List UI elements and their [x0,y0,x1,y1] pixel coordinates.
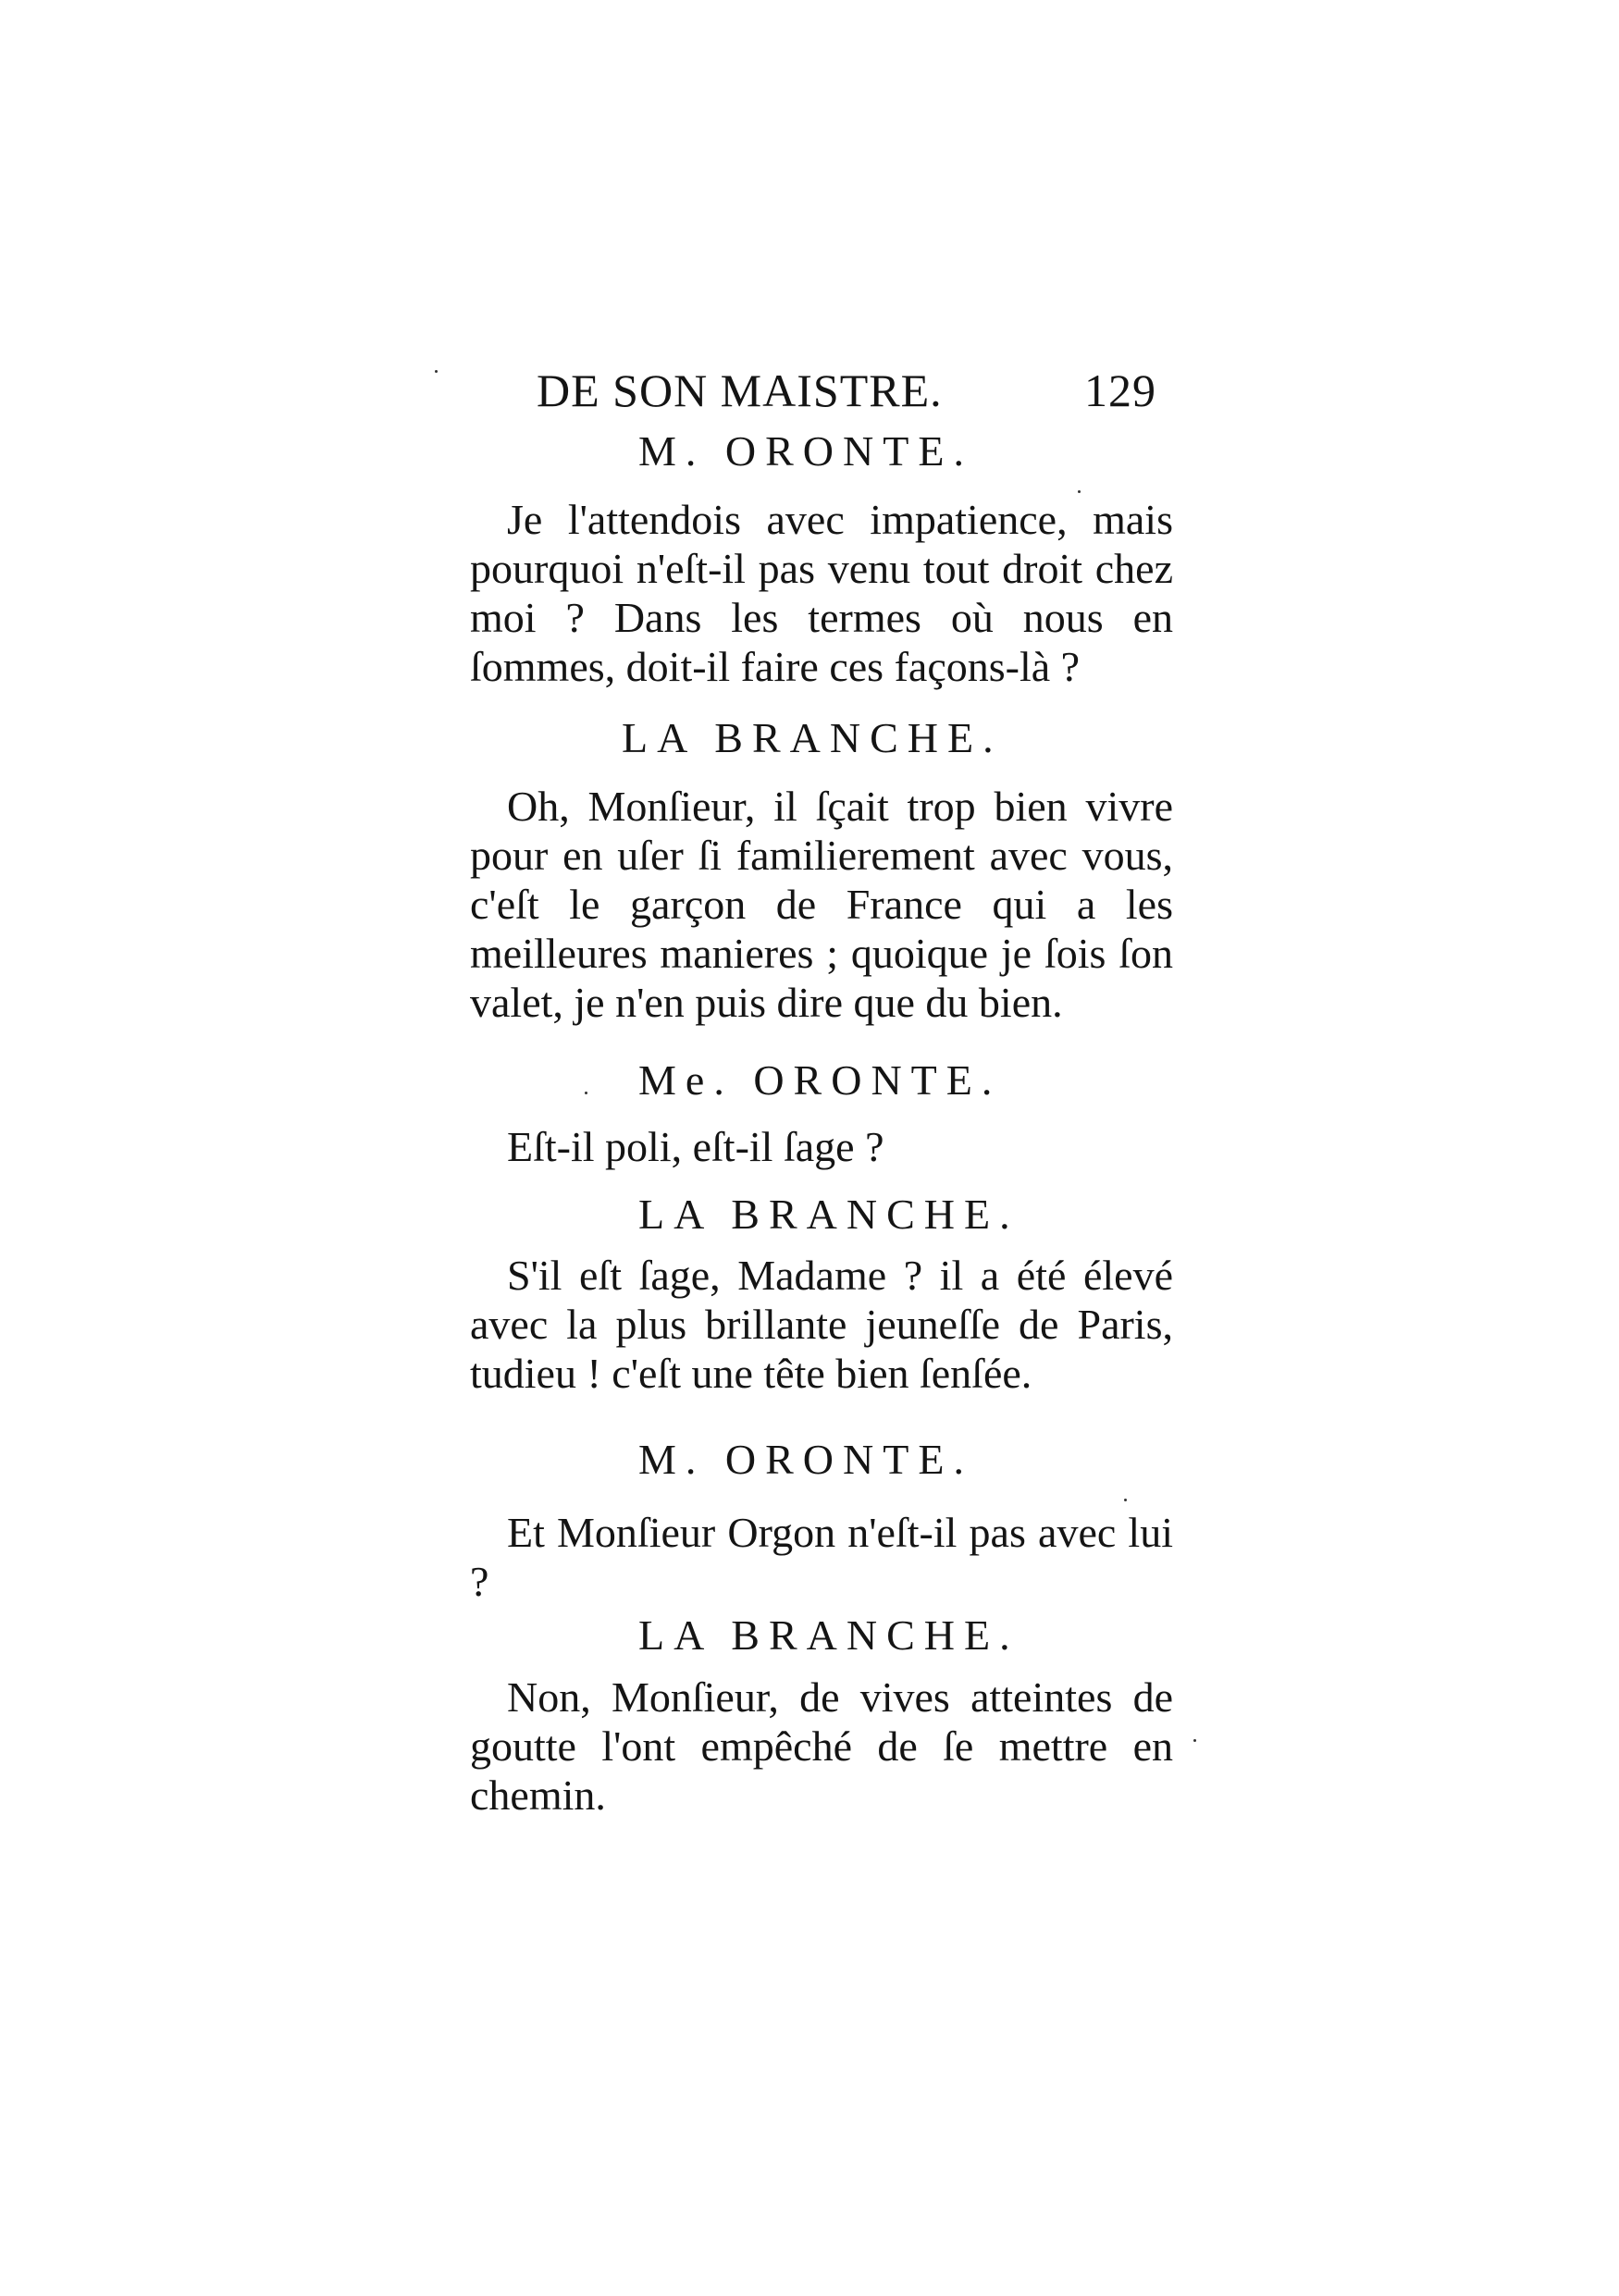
speaker-name: LA BRANCHE. [638,1611,1020,1659]
running-title: DE SON MAISTRE. [537,364,943,416]
speech-text: Oh, Monſieur, il ſçait trop bien vivre pour en uſer ſi familierement avec vous, c'eſt le garçon de France qui a les meilleures manieres ; quoique je ſois ſon valet, je n'en puis dire que du bien. [470,783,1173,1026]
speaker-name: M. ORONTE. [638,1436,973,1483]
paper-speck [1078,490,1081,493]
paper-speck [585,1092,587,1094]
speaker-name: LA BRANCHE. [622,714,1003,761]
speech-text: S'il eſt ſage, Madame ? il a été élevé avec la plus brillante jeuneſſe de Paris, tudieu ! c'eſt une tête bien ſenſée. [470,1252,1173,1397]
speech-text: Eſt-il poli, eſt-il ſage ? [507,1123,884,1170]
page-number: 129 [1084,364,1156,416]
paper-speck [1124,1499,1127,1501]
speech-text: Et Monſieur Orgon n'eſt-il pas avec lui ? [470,1509,1173,1605]
speech-text: Non, Monſieur, de vives atteintes de goutte l'ont empêché de ſe mettre en chemin. [470,1673,1173,1819]
paper-speck [435,370,438,373]
speaker-name: LA BRANCHE. [638,1191,1020,1238]
speaker-name: Me. ORONTE. [638,1056,1002,1104]
speaker-name: M. ORONTE. [638,427,973,475]
page-header [537,363,1184,418]
speech-text: Je l'attendois avec impatience, mais pourquoi n'eſt-il pas venu tout droit chez moi ? Dans les termes où nous en ſommes, doit-il faire ces façons-là ? [470,496,1173,690]
paper-speck [1193,1739,1196,1742]
